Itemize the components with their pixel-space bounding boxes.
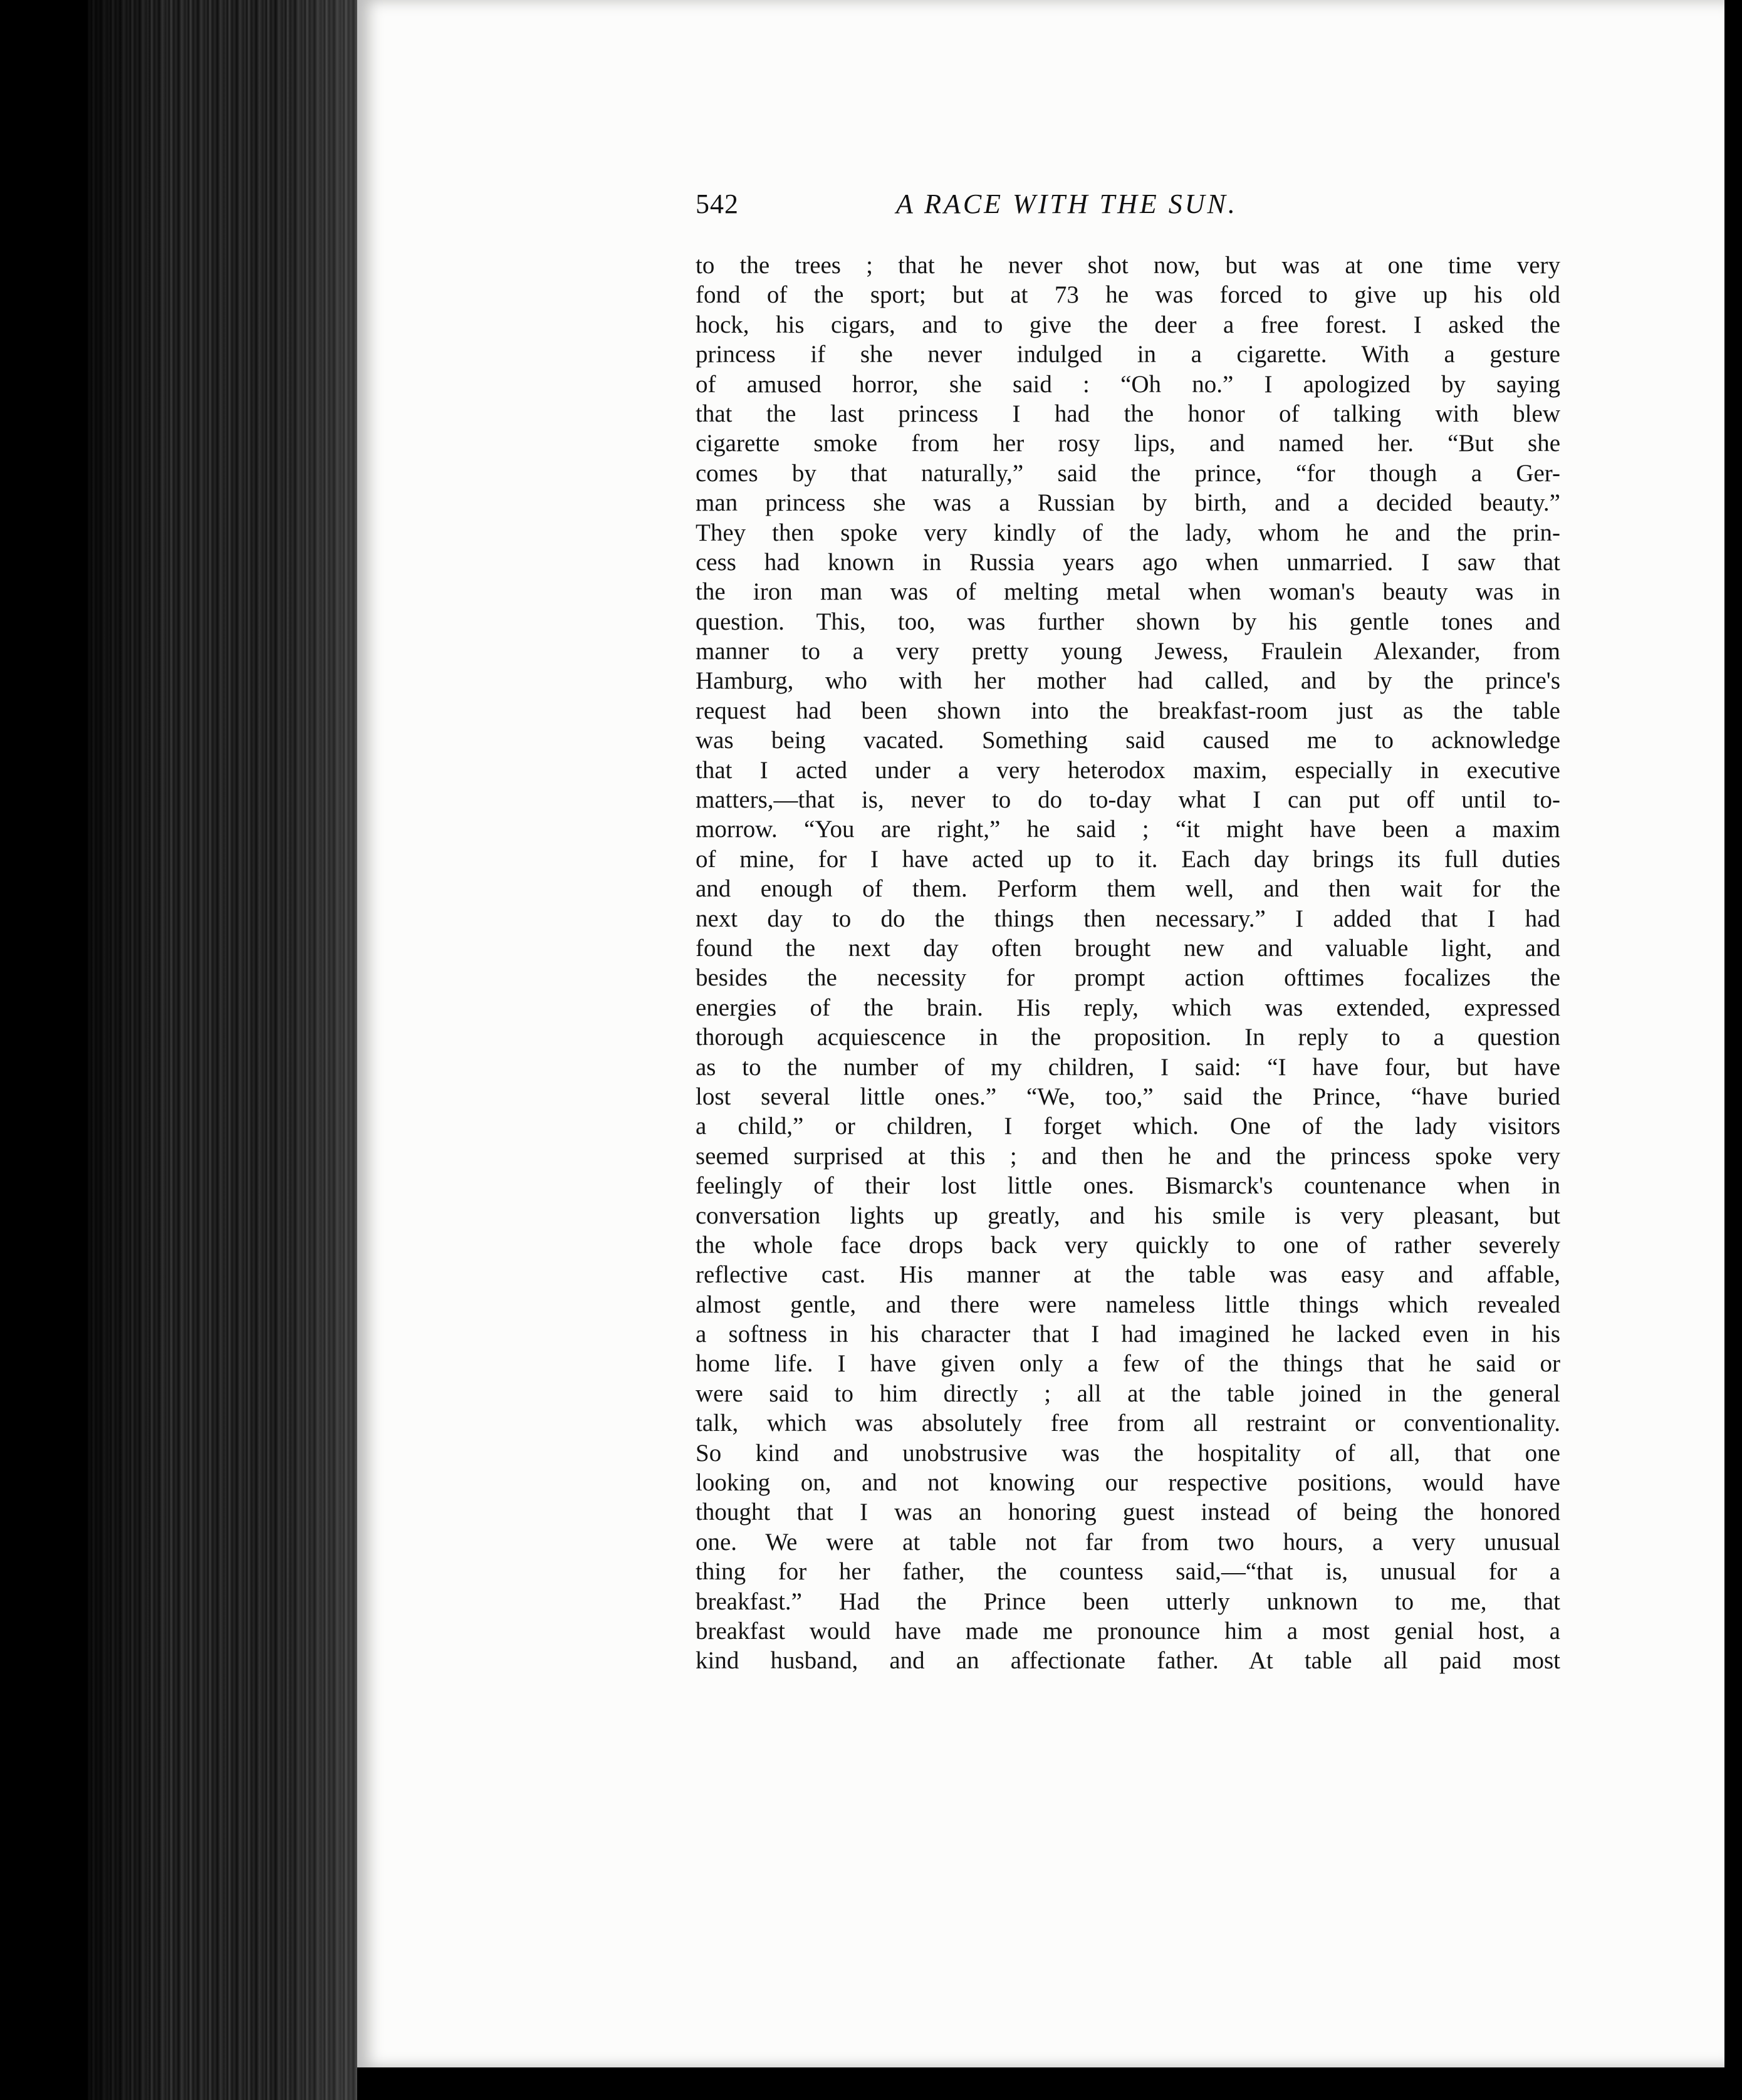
text-line: request had been shown into the breakfast-room just as the table [696, 697, 1560, 724]
text-line: the iron man was of melting metal when woman's beauty was in [696, 578, 1560, 606]
text-line: breakfast.” Had the Prince been utterly unknown to me, that [696, 1588, 1560, 1615]
text-line: feelingly of their lost little ones. Bismarck's countenance when in [696, 1172, 1560, 1200]
text-line: of mine, for I have acted up to it. Each day brings its full duties [696, 845, 1560, 873]
text-line: looking on, and not knowing our respective positions, would have [696, 1469, 1560, 1497]
text-line: that I acted under a very heterodox maxim, especially in executive [696, 756, 1560, 784]
text-line: a child,” or children, I forget which. One of the lady visitors [696, 1113, 1560, 1140]
text-line: cigarette smoke from her rosy lips, and named her. “But she [696, 430, 1560, 457]
text-line: fond of the sport; but at 73 he was forced to give up his old [696, 281, 1560, 309]
text-line: lost several little ones.” “We, too,” said the Prince, “have buried [696, 1083, 1560, 1110]
text-line: conversation lights up greatly, and his smile is very pleasant, but [696, 1202, 1560, 1229]
text-line: a softness in his character that I had imagined he lacked even in his [696, 1321, 1560, 1348]
text-line: cess had known in Russia years ago when unmarried. I saw that [696, 548, 1560, 576]
text-line: next day to do the things then necessary.” I added that I had [696, 905, 1560, 932]
text-line: thorough acquiescence in the proposition. In reply to a question [696, 1024, 1560, 1051]
text-line: princess if she never indulged in a cigarette. With a gesture [696, 341, 1560, 368]
text-line: of amused horror, she said : “Oh no.” I apologized by saying [696, 370, 1560, 398]
text-line: besides the necessity for prompt action ofttimes focalizes the [696, 964, 1560, 992]
text-line: reflective cast. His manner at the table was easy and affable, [696, 1261, 1560, 1289]
text-line: hock, his cigars, and to give the deer a free forest. I asked the [696, 311, 1560, 338]
text-line: found the next day often brought new and valuable light, and [696, 934, 1560, 962]
text-line: almost gentle, and there were nameless little things which revealed [696, 1291, 1560, 1318]
text-line: that the last princess I had the honor of talking with blew [696, 400, 1560, 427]
text-line: energies of the brain. His reply, which was extended, expressed [696, 994, 1560, 1021]
text-line: were said to him directly ; all at the table joined in the general [696, 1380, 1560, 1407]
running-title: A RACE WITH THE SUN. [896, 189, 1238, 219]
text-line: matters,—that is, never to do to-day what I can put off until to- [696, 786, 1560, 814]
text-line: They then spoke very kindly of the lady, whom he and the prin- [696, 519, 1560, 546]
text-line: thought that I was an honoring guest instead of being the honored [696, 1499, 1560, 1526]
text-line: kind husband, and an affectionate father. At table all paid most [696, 1647, 1560, 1675]
text-line: and enough of them. Perform them well, and then wait for the [696, 875, 1560, 903]
text-line: breakfast would have made me pronounce him a most genial host, a [696, 1617, 1560, 1645]
text-line: thing for her father, the countess said,—“that is, unusual for a [696, 1558, 1560, 1586]
text-line: manner to a very pretty young Jewess, Fraulein Alexander, from [696, 638, 1560, 665]
text-line: talk, which was absolutely free from all restraint or conventionality. [696, 1410, 1560, 1437]
text-line: So kind and unobstrusive was the hospitality of all, that one [696, 1439, 1560, 1467]
text-line: to the trees ; that he never shot now, but was at one time very [696, 252, 1560, 279]
text-line: morrow. “You are right,” he said ; “it might have been a maxim [696, 816, 1560, 843]
text-line: seemed surprised at this ; and then he and the princess spoke very [696, 1142, 1560, 1170]
page-number: 542 [696, 189, 739, 219]
text-line: question. This, too, was further shown by his gentle tones and [696, 608, 1560, 635]
body-text [696, 251, 1560, 1676]
text-line: the whole face drops back very quickly to one of rather severely [696, 1231, 1560, 1259]
text-line: as to the number of my children, I said: “I have four, but have [696, 1053, 1560, 1081]
text-line: was being vacated. Something said caused me to acknowledge [696, 727, 1560, 754]
book-spine-edge [88, 0, 357, 2100]
text-line: man princess she was a Russian by birth, and a decided beauty.” [696, 489, 1560, 517]
text-line: one. We were at table not far from two hours, a very unusual [696, 1528, 1560, 1556]
text-line: Hamburg, who with her mother had called, and by the prince's [696, 667, 1560, 695]
running-head [696, 188, 1347, 226]
text-line: comes by that naturally,” said the prince, “for though a Ger- [696, 459, 1560, 487]
text-line: home life. I have given only a few of the things that he said or [696, 1350, 1560, 1378]
